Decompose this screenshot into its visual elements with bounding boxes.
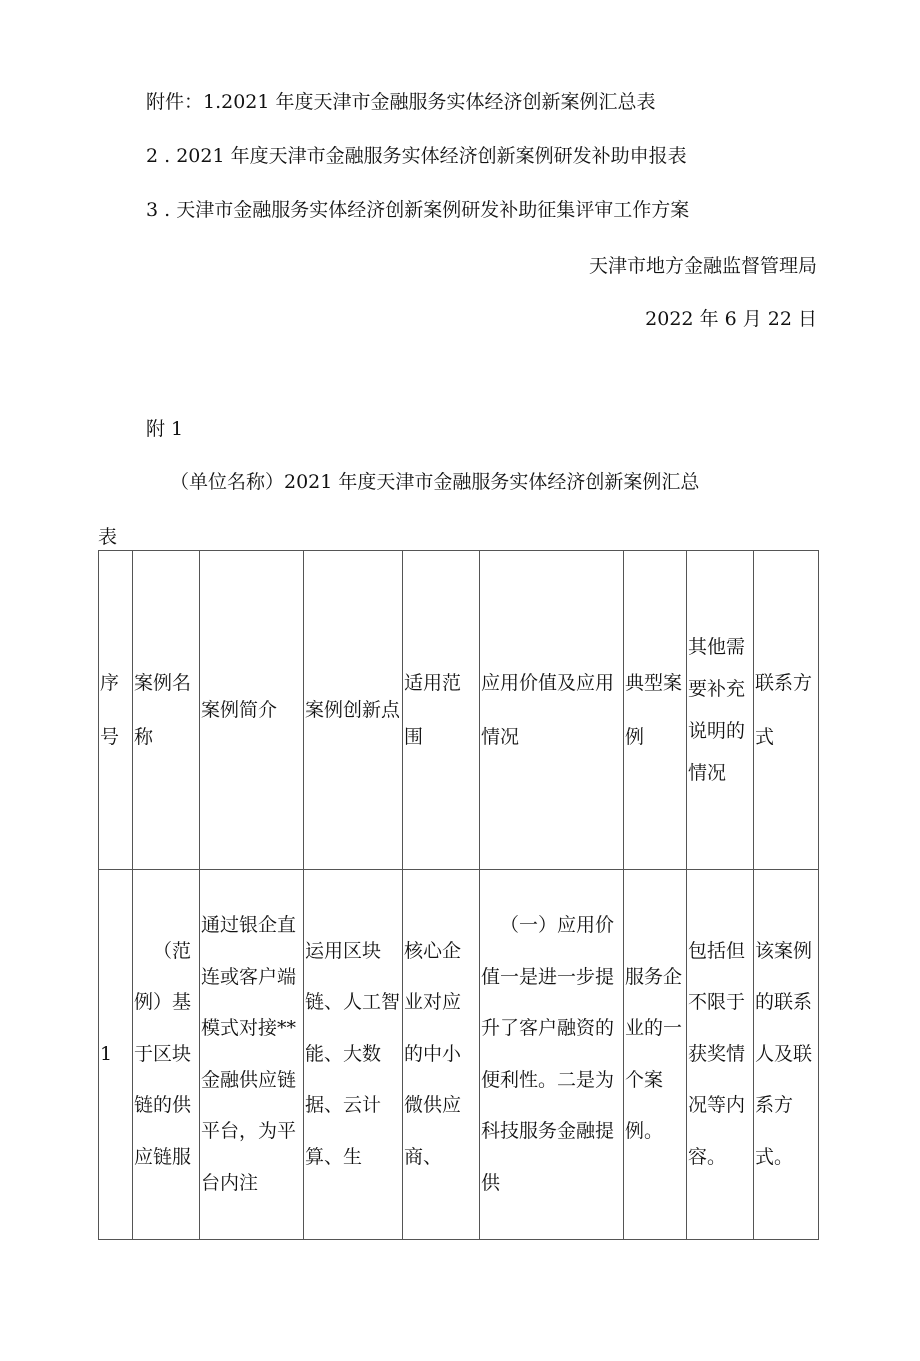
table-row [99,870,819,1240]
table-cell [624,870,687,1240]
table-cell [304,870,403,1240]
table-cell [403,870,480,1240]
table-cell [754,870,819,1240]
header-innovation: 案例创新点 [305,699,401,721]
table-cell [99,870,133,1240]
case-summary-table [98,550,819,1240]
cell-case-name: （范例）基于区块链的供应链服 [134,939,192,1168]
header-scope: 适用范围 [404,672,462,748]
table-cell [480,870,624,1240]
header-cell [624,551,687,870]
cell-typical-case: 服务企业的一个案例。 [625,965,683,1142]
table-title: （单位名称）2021 年度天津市金融服务实体经济创新案例汇总 [170,471,700,493]
annex-label: 附 1 [146,418,184,440]
table-cell [687,870,754,1240]
header-application-value: 应用价值及应用情况 [481,672,615,748]
header-cell [304,551,403,870]
cell-application-value: （一）应用价值一是进一步提升了客户融资的便利性。二是为科技服务金融提供 [481,914,615,1194]
header-cell [754,551,819,870]
header-cell [687,551,754,870]
attachment-2: 2 . 2021 年度天津市金融服务实体经济创新案例研发补助申报表 [146,145,687,167]
header-index: 序号 [100,672,120,748]
header-cell [200,551,304,870]
cell-innovation: 运用区块链、人工智能、大数据、云计算、生 [305,939,401,1168]
header-contact: 联系方式 [755,672,813,748]
issue-date: 2022 年 6 月 22 日 [645,308,817,330]
table-cell [133,870,200,1240]
attachment-3: 3 . 天津市金融服务实体经济创新案例研发补助征集评审工作方案 [146,199,690,221]
cell-other-notes: 包括但不限于获奖情况等内容。 [688,939,746,1168]
cell-index: 1 [100,1042,113,1065]
table-header-row [99,551,819,870]
cell-scope: 核心企业对应的中小微供应商、 [404,939,462,1168]
attachment-1: 附件：1.2021 年度天津市金融服务实体经济创新案例汇总表 [146,91,656,113]
header-case-summary: 案例简介 [201,699,278,721]
header-case-name: 案例名称 [134,672,192,748]
table-title-continued: 表 [98,526,118,548]
header-cell [480,551,624,870]
header-other-notes: 其他需要补充说明的情况 [688,636,746,784]
cell-contact: 该案例的联系人及联系方式。 [755,939,813,1168]
issuer-name: 天津市地方金融监督管理局 [588,255,817,277]
header-typical-case: 典型案例 [625,672,683,748]
header-cell [99,551,133,870]
cell-case-summary: 通过银企直连或客户端模式对接**金融供应链平台，为平台内注 [201,914,297,1194]
header-cell [403,551,480,870]
table-cell [200,870,304,1240]
header-cell [133,551,200,870]
